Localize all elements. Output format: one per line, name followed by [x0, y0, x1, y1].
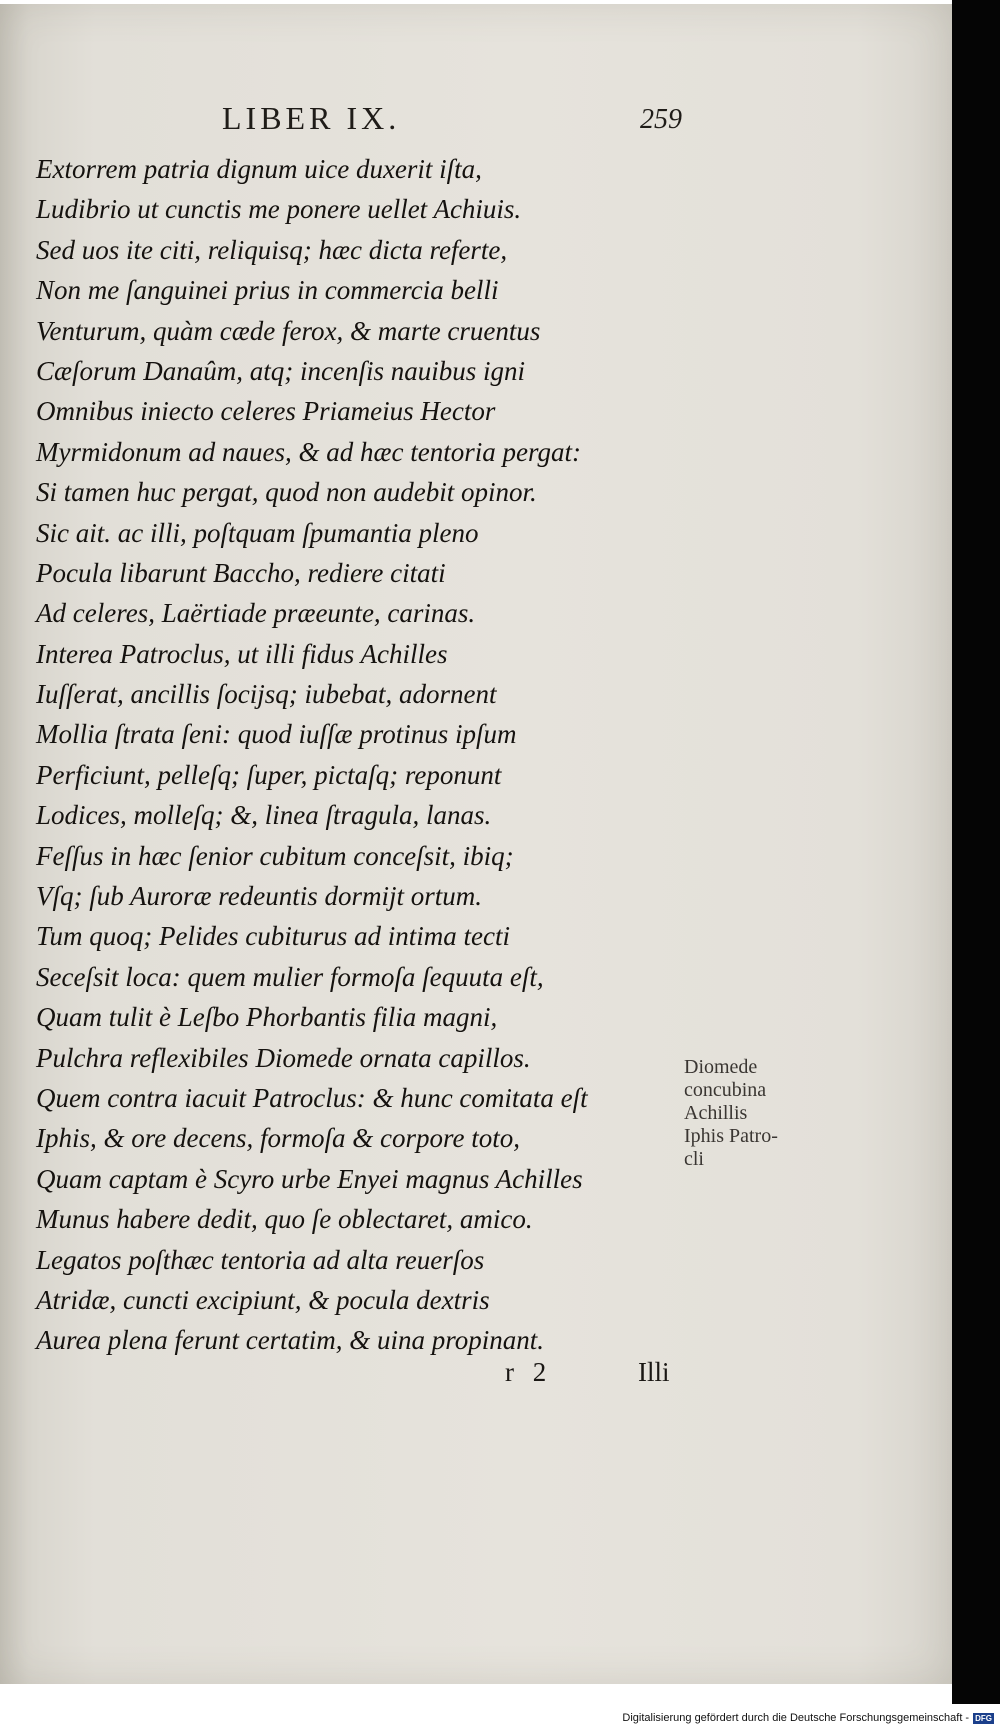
- footer-text: Digitalisierung gefördert durch die Deutsche Forschungsgemeinschaft -: [622, 1712, 970, 1724]
- margin-note-line: concubina: [684, 1079, 767, 1101]
- verse-line: Extorrem patria dignum uice duxerit iſta,: [36, 154, 482, 184]
- signature-mark: r 2: [505, 1357, 553, 1387]
- verse-line: Interea Patroclus, ut illi fidus Achilles: [36, 638, 448, 669]
- running-header: [222, 100, 682, 144]
- verse-line: Tum quoq; Pelides cubiturus ad intima tecti: [36, 921, 510, 952]
- verse-line: Non me ſanguinei prius in commercia belli: [36, 275, 499, 306]
- verse-line: Mollia ſtrata ſeni: quod iuſſæ protinus ipſum: [36, 719, 517, 750]
- verse-line: Pulchra reflexibiles Diomede ornata capillos.: [36, 1042, 531, 1073]
- verse-line: Feſſus in hæc ſenior cubitum conceſsit, ibiq;: [36, 840, 514, 871]
- verse-line: Munus habere dedit, quo ſe oblectaret, amico.: [36, 1204, 533, 1235]
- verse-line: Si tamen huc pergat, quod non audebit opinor.: [36, 477, 537, 508]
- verse-line: Venturum, quàm cæde ferox, & marte cruentus: [36, 315, 541, 346]
- verse-line: Iphis, & ore decens, formoſa & corpore toto,: [36, 1123, 520, 1154]
- verse-line: Legatos poſthæc tentoria ad alta reuerſos: [36, 1244, 485, 1275]
- verse-line: Myrmidonum ad naues, & ad hæc tentoria pergat:: [36, 436, 581, 467]
- verse-line: Perficiunt, pelleſq; ſuper, pictaſq; reponunt: [36, 759, 502, 790]
- digitization-footer: [622, 1712, 994, 1724]
- verse-line: Ludibrio ut cunctis me ponere uellet Achiuis.: [36, 194, 522, 225]
- verse-line: Iuſſerat, ancillis ſocijsq; iubebat, adornent: [36, 679, 497, 710]
- verse-line: Quem contra iacuit Patroclus: & hunc comitata eſt: [36, 1082, 588, 1113]
- margin-note-line: cli: [684, 1148, 704, 1170]
- binding-edge: [952, 0, 1000, 1704]
- verse-line: Quam tulit è Leſbo Phorbantis filia magni,: [36, 1002, 498, 1033]
- verse-line: Omnibus iniecto celeres Priameius Hector: [36, 396, 496, 427]
- verse-line: Sic ait. ac illi, poſtquam ſpumantia pleno: [36, 517, 479, 548]
- dfg-logo-icon: DFG: [975, 1713, 992, 1723]
- running-title: LIBER IX.: [222, 100, 401, 136]
- catchword: Illi: [638, 1357, 670, 1387]
- verse-line: Ad celeres, Laërtiade præeunte, carinas.: [36, 598, 476, 629]
- margin-note-line: Achillis: [684, 1102, 748, 1124]
- verse-line: Pocula libarunt Baccho, rediere citati: [36, 557, 446, 588]
- verse-line: Seceſsit loca: quem mulier formoſa ſequuta eſt,: [36, 961, 544, 992]
- verse-line: Aurea plena ferunt certatim, & uina propinant.: [36, 1325, 544, 1356]
- verse-line: Lodices, molleſq; &, linea ſtragula, lanas.: [36, 800, 492, 831]
- margin-note-line: Iphis Patro-: [684, 1125, 778, 1147]
- verse-line: Sed uos ite citi, reliquisq; hæc dicta referte,: [36, 234, 508, 265]
- marginal-note: [684, 1056, 834, 1171]
- verse-line: Atridæ, cuncti excipiunt, & pocula dextris: [36, 1284, 490, 1315]
- verse-line: Cæſorum Danaûm, atq; incenſis nauibus igni: [36, 355, 526, 386]
- verse-line: Quam captam è Scyro urbe Enyei magnus Achilles: [36, 1163, 583, 1194]
- page-number: 259: [640, 104, 682, 135]
- verse-line: Vſq; ſub Auroræ redeuntis dormijt ortum.: [36, 881, 483, 912]
- margin-note-line: Diomede: [684, 1056, 758, 1078]
- verse-text: [36, 149, 676, 1361]
